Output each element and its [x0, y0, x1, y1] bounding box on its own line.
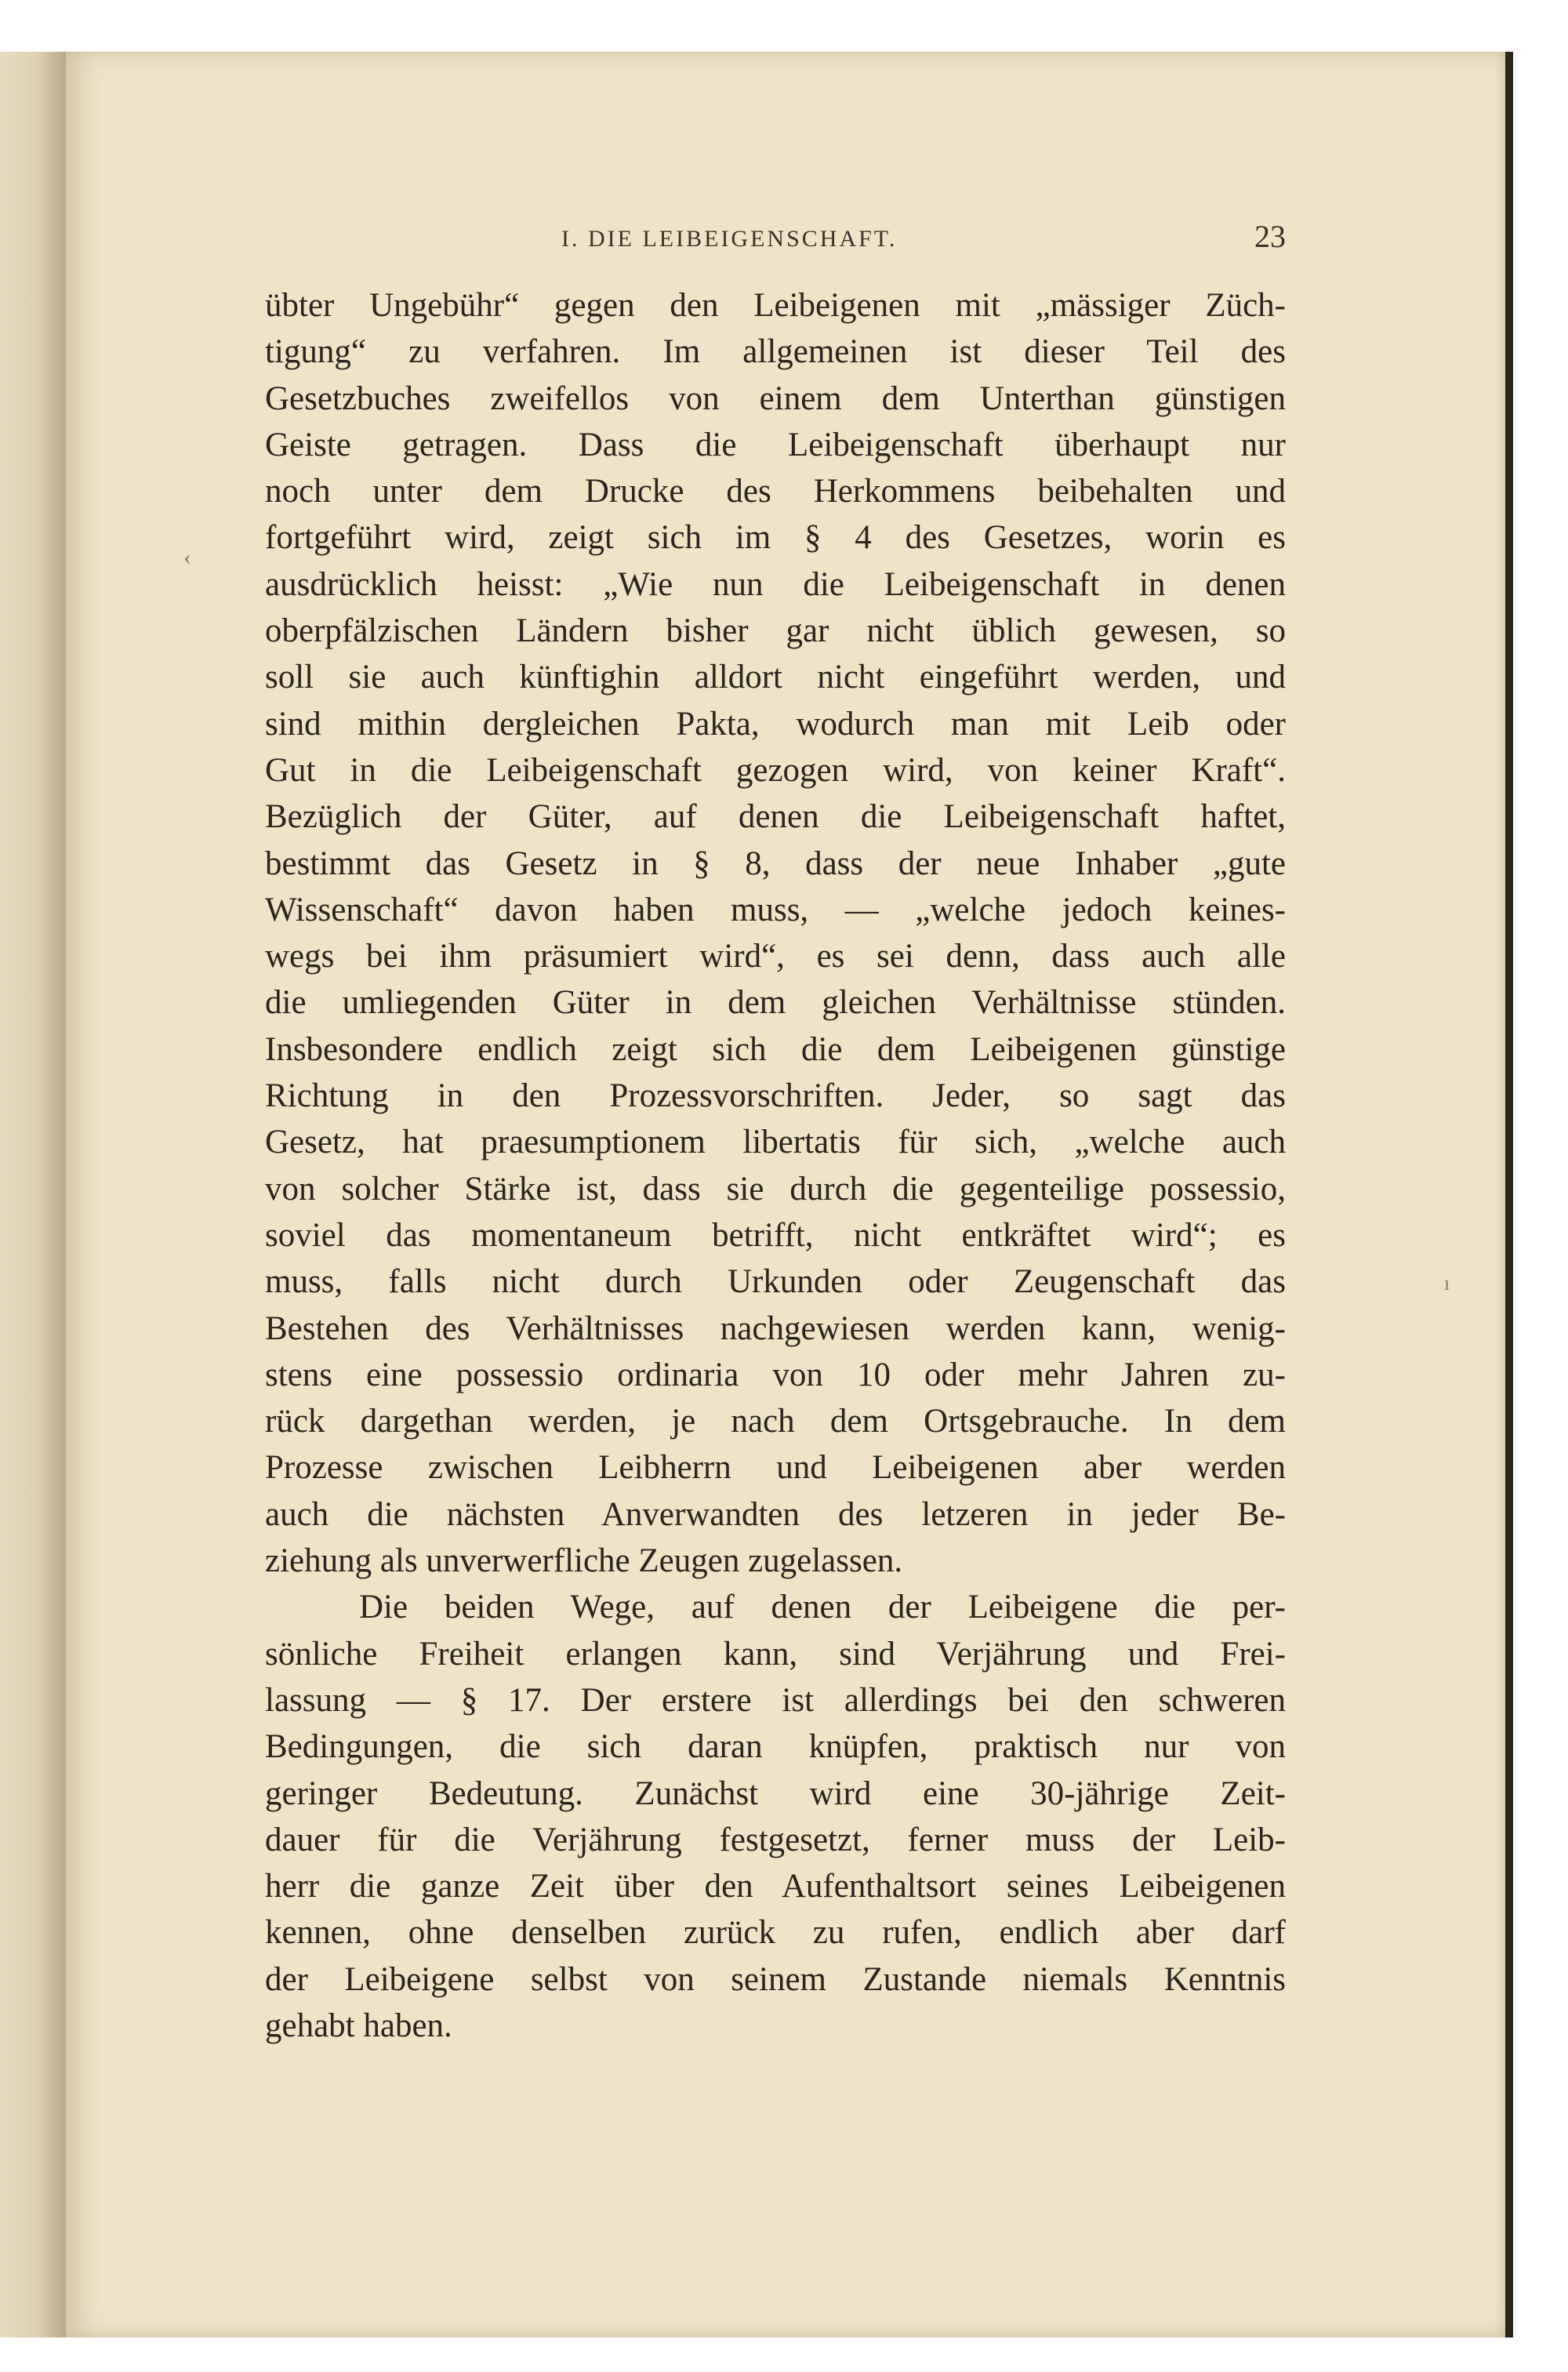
text-line: rück dargethan werden, je nach dem Ortsgebrauche. In dem: [265, 1403, 1286, 1440]
body-text: [265, 282, 1286, 2049]
text-line: wegs bei ihm präsumiert wird“, es sei denn, dass auch alle: [265, 938, 1286, 975]
text-line: ausdrücklich heisst: „Wie nun die Leibeigenschaft in denen: [265, 565, 1286, 603]
text-line: Geiste getragen. Dass die Leibeigenschaft überhaupt nur: [265, 426, 1286, 463]
margin-speck: ı: [1444, 1272, 1450, 1295]
text-line: auch die nächsten Anverwandten des letzeren in jeder Be-: [265, 1495, 1286, 1533]
text-line: kennen, ohne denselben zurück zu rufen, endlich aber darf: [265, 1914, 1286, 1952]
text-line: ziehung als unverwerfliche Zeugen zugelassen.: [265, 1542, 903, 1580]
page-shadow-edge: [1505, 52, 1513, 2337]
text-line: der Leibeigene selbst von seinem Zustande niemals Kenntnis: [265, 1960, 1286, 1998]
text-line: sönliche Freiheit erlangen kann, sind Verjährung und Frei-: [265, 1635, 1286, 1673]
text-line: die umliegenden Güter in dem gleichen Verhältnisse stünden.: [265, 984, 1286, 1022]
text-line: noch unter dem Drucke des Herkommens beibehalten und: [265, 473, 1286, 510]
text-line: gehabt haben.: [265, 2007, 452, 2044]
text-line: Die beiden Wege, auf denen der Leibeigene die per-: [359, 1589, 1286, 1626]
text-line: oberpfälzischen Ländern bisher gar nicht üblich gewesen, so: [265, 612, 1286, 650]
text-line: tigung“ zu verfahren. Im allgemeinen ist dieser Teil des: [265, 333, 1286, 371]
running-title: I. DIE LEIBEIGENSCHAFT.: [561, 226, 898, 252]
previous-page-edge: [0, 52, 66, 2337]
text-line: bestimmt das Gesetz in § 8, dass der neue Inhaber „gute: [265, 845, 1286, 882]
text-line: soll sie auch künftighin alldort nicht eingeführt werden, und: [265, 659, 1286, 696]
text-line: Richtung in den Prozessvorschriften. Jeder, so sagt das: [265, 1077, 1286, 1115]
text-line: Bedingungen, die sich daran knüpfen, praktisch nur von: [265, 1728, 1286, 1766]
text-line: fortgeführt wird, zeigt sich im § 4 des Gesetzes, worin es: [265, 519, 1286, 557]
text-line: Bestehen des Verhältnisses nachgewiesen werden kann, wenig-: [265, 1310, 1286, 1347]
text-line: übter Ungebühr“ gegen den Leibeigenen mit „mässiger Züch-: [265, 287, 1286, 324]
text-line: soviel das momentaneum betrifft, nicht entkräftet wird“; es: [265, 1216, 1286, 1254]
text-line: sind mithin dergleichen Pakta, wodurch man mit Leib oder: [265, 705, 1286, 743]
text-line: Gut in die Leibeigenschaft gezogen wird, von keiner Kraft“.: [265, 751, 1286, 789]
text-line: lassung — § 17. Der erstere ist allerdings bei den schweren: [265, 1681, 1286, 1719]
text-line: Prozesse zwischen Leibherrn und Leibeigenen aber werden: [265, 1449, 1286, 1487]
text-line: herr die ganze Zeit über den Aufenthaltsort seines Leibeigenen: [265, 1868, 1286, 1905]
margin-speck: ‹: [183, 544, 191, 570]
text-line: Wissenschaft“ davon haben muss, — „welche jedoch keines-: [265, 891, 1286, 928]
text-line: Bezüglich der Güter, auf denen die Leibeigenschaft haftet,: [265, 798, 1286, 836]
text-line: geringer Bedeutung. Zunächst wird eine 30-jährige Zeit-: [265, 1774, 1286, 1812]
text-line: Gesetzbuches zweifellos von einem dem Unterthan günstigen: [265, 380, 1286, 417]
text-line: dauer für die Verjährung festgesetzt, ferner muss der Leib-: [265, 1821, 1286, 1858]
text-line: muss, falls nicht durch Urkunden oder Zeugenschaft das: [265, 1263, 1286, 1301]
page-header: [561, 218, 1286, 265]
text-line: stens eine possessio ordinaria von 10 oder mehr Jahren zu-: [265, 1356, 1286, 1393]
page-number: 23: [1254, 219, 1286, 254]
text-line: Gesetz, hat praesumptionem libertatis für sich, „welche auch: [265, 1124, 1286, 1161]
text-line: Insbesondere endlich zeigt sich die dem Leibeigenen günstige: [265, 1030, 1286, 1068]
text-line: von solcher Stärke ist, dass sie durch die gegenteilige possessio,: [265, 1170, 1286, 1208]
